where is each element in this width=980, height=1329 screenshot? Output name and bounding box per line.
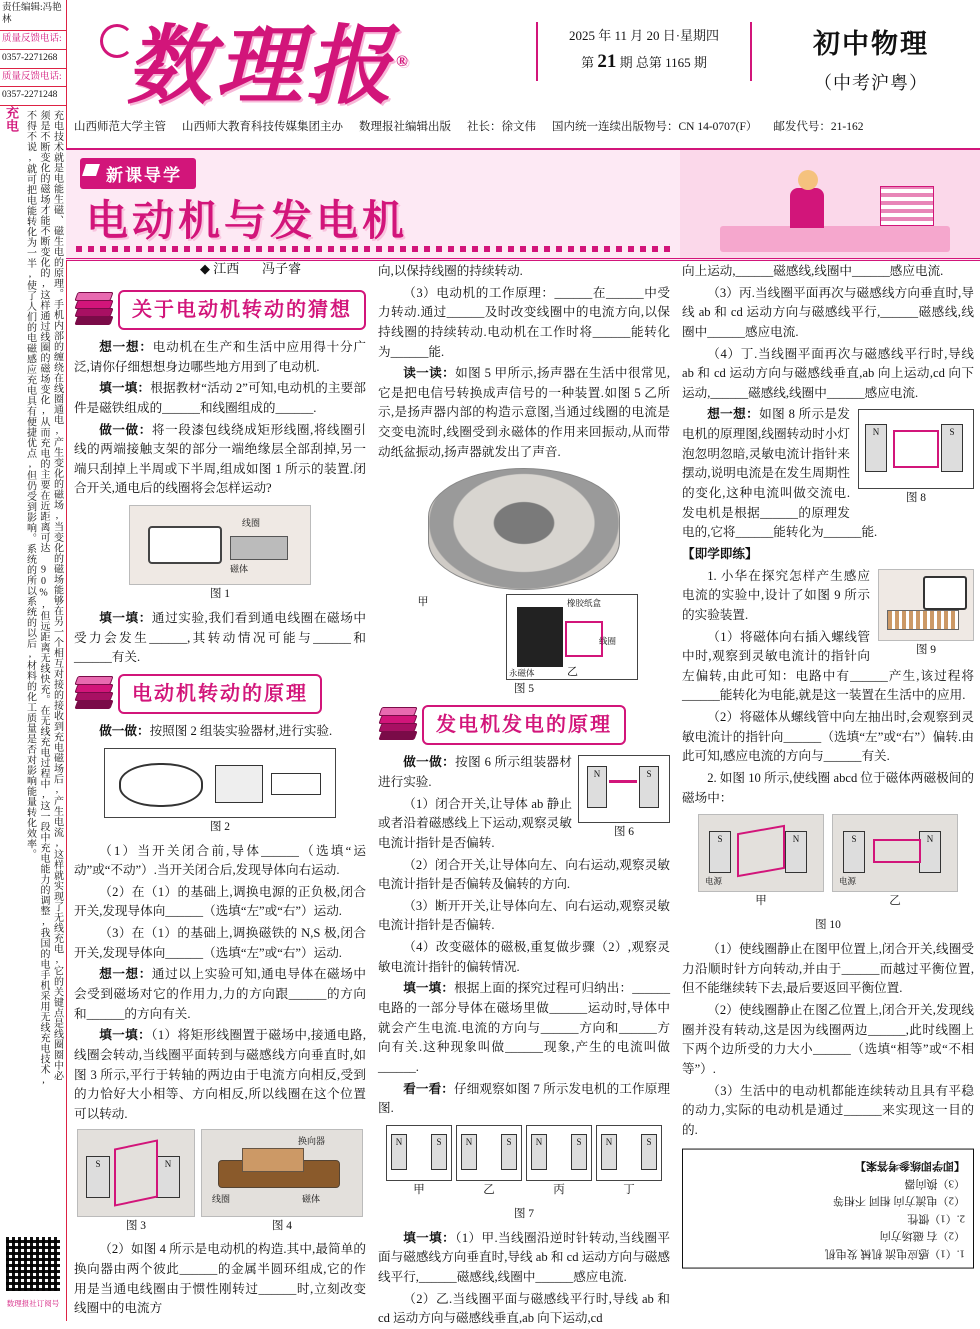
c3-p2: （3）丙.当线圈平面再次与磁感线方向垂直时,导线 ab 和 cd 运动方向与磁感线平行,______磁感线,线圈中______感应电流. (682, 285, 974, 339)
figure-9 (878, 569, 974, 665)
c1-p2-text: 根据教材“活动 2”可知,电动机的主要部件是磁铁组成的______和线圈组成的______. (74, 381, 366, 415)
books-icon (76, 676, 112, 710)
c1-p4-lead: 填一填： (99, 611, 152, 626)
figure-5-label-a: 甲 (417, 596, 429, 609)
figure-4-image: 线圈 磁体 换向器 (201, 1129, 363, 1217)
answer-line-2: 2.（1）惯性 (907, 1211, 965, 1224)
c2-p3-lead: 读一读： (403, 366, 456, 381)
banner-tag: 新课导学 (80, 158, 196, 189)
c2-p11-text: （1）甲.当线圈沿逆时针转动,当线圈平面与磁感线方向垂直时,导线 ab 和 cd 运动方向与磁感线平行,______磁感线,线圈中______感应电流. (378, 1230, 671, 1285)
figure-1-caption: 图 1 (209, 588, 231, 601)
c2-p10-text: 仔细观察如图 7 所示发电机的工作原理图. (378, 1081, 671, 1116)
qr-caption: 数理报社订阅号 (6, 1299, 60, 1308)
answer-line-3: （2）电流方向 相同 不相等 (833, 1194, 965, 1207)
c2-p8: （4）改变磁体的磁极,重复做步骤（2）,观察灵敏电流计指针的偏转情况. (378, 940, 670, 974)
c1-p4 (74, 609, 366, 668)
figure-7-label-1: 乙 (483, 1183, 495, 1196)
section-title-2: 电动机转动的原理 (118, 674, 322, 714)
byline-region: ◆ 江西 (200, 261, 240, 276)
figure-1 (74, 505, 366, 604)
figure-2-diagram (104, 748, 336, 818)
c1-p2 (74, 379, 366, 418)
c1-p3-text: 将一段漆包线绕成矩形线圈,将线圈引线的两端接触支架的部分一端绝缘层全部刮掉,另一端只刮掉上半周或下半周,组成如图 1 所示的装置.闭合开关,通电后的线圈将会怎样运动? (74, 422, 366, 496)
c1-p9-text: 通过以上实验可知,通电导体在磁场中会受到磁场对它的作用力,力的方向跟______的方向和______的方向有关. (74, 967, 366, 1021)
figure-5 (378, 468, 670, 699)
c1-p1-text: 电动机在生产和生活中应用得十分广泛,请你仔细想想身边哪些地方用到了电动机. (74, 340, 367, 374)
c2-p11 (378, 1229, 670, 1288)
answers-box (682, 1149, 974, 1269)
figure-7-label-0: 甲 (413, 1183, 425, 1196)
c2-p6: （2）闭合开关,让导体向左、向右运动,观察灵敏电流计指针是否偏转及偏转的方向. (378, 857, 670, 892)
c1-p7: （2）在（1）的基础上,调换电源的正负极,闭合开关,发现导体向______（选填“左”或“右”）运动. (74, 884, 366, 919)
quality-phone-2: 0357-2271248 (0, 87, 66, 106)
subject-subtitle: （中考沪粤） (814, 73, 928, 93)
figure-5-note-1: 橡胶纸盒 (567, 598, 602, 609)
editor-info: 责任编辑:冯艳林 (0, 0, 66, 31)
issue-prefix: 第 (581, 54, 595, 70)
c3-q2: 2. 如图 10 所示,使线圈 abcd 位于磁体两磁极间的磁场中： (682, 771, 974, 805)
imprint-2: 数理报社编辑出版 (359, 121, 451, 133)
article-banner (66, 150, 980, 261)
figure-10-image-a: S N 电源 (698, 814, 824, 892)
c1-p9-lead: 想一想： (99, 967, 152, 982)
c3-q2b: （2）使线圈静止在图乙位置上,闭合开关,发现线圈并没有转动,这是因为线圈两边______,此时线圈上下两个边所受的力大小______（选填“相等”或“不相等”）. (682, 1003, 974, 1077)
section-header-2 (74, 674, 366, 716)
c1-p5-text: 按照图 2 组装实验器材,进行实验. (149, 723, 333, 738)
answer-line-1: （2）右 磁场方向 (879, 1229, 965, 1242)
c3-q1b: （2）将磁体从螺线管中向左抽出时,会观察到灵敏电流计的指针向______（选填“左”或“右”）偏转.由此可知,感应电流的方向与______有关. (682, 710, 974, 764)
figure-5-caption: 图 5 (513, 683, 535, 696)
issue-total: 期 总第 1165 期 (619, 54, 707, 70)
figure-10-image-b: S N 电源 (832, 814, 958, 892)
imprint-4: 国内统一连续出版物号：CN 14-0707(F） (552, 121, 758, 133)
c2-p3-text: 如图 5 甲所示,扬声器在生活中很常见,它是把电信号转换成声信号的一种装置.如图 5 乙所示,是扬声器内部的构造示意图,当通过线圈的电流是交变电流时,线圈受到永磁体的作用来回振动,从而带动纸盆振动,扬声器就发出了声音. (378, 366, 671, 459)
c2-p11-lead: 填一填： (403, 1230, 456, 1245)
imprint-3: 社长：徐文伟 (467, 121, 536, 133)
masthead (66, 0, 980, 150)
article-columns (74, 262, 974, 1326)
figure-7: N S 甲 N S 乙 N S 丙 N S 丁 图 7 (378, 1125, 670, 1224)
figure-5-note-2: 永磁体 (509, 668, 535, 679)
c3-q1a: （1）将磁体向右插入螺线管中时,观察到灵敏电流计的指针向左偏转,由此可知：电路中有______产生,该过程将______能转化为电能,就是这一装置在生活中的应用. (682, 629, 974, 703)
registered-mark: ® (396, 53, 408, 70)
c1-p3-lead: 做一做： (99, 422, 152, 437)
figure-3 (77, 1129, 195, 1241)
figure-2 (74, 748, 366, 837)
answers-title: 【即学即练参考答案】 (855, 1159, 965, 1172)
quality-phone-1-label: 质量反馈电话: (0, 31, 66, 50)
c1-p8: （3）在（1）的基础上,调换磁铁的 N,S 极,闭合开关,发现导体向______（选填“左”或“右”）运动. (74, 926, 366, 960)
figure-6-diagram: N S (578, 755, 670, 823)
section-title-1: 关于电动机转动的猜想 (118, 290, 366, 330)
c3-q2a: （1）使线圈静止在图甲位置上,闭合开关,线圈受力沿顺时针方向转动,并由于______而越过平衡位置,但不能继续转下去,最后要返回平衡位置. (682, 942, 974, 996)
c2-p1: 向,以保持线圈的持续转动. (378, 264, 523, 278)
byline-author: 冯子睿 (262, 261, 302, 276)
issue-date: 2025 年 11 月 20 日·星期四 (568, 28, 720, 43)
subject-block (766, 22, 976, 95)
sidebar-article-body: 充电技术就是电能生磁、磁生电的原理。手机内部的缠绕在线圈通电,产生变化的磁场,当变化的磁场能够在另一个相互对接的接收到充电磁场后,产生电流,这样就实现了无线充电,它的关键点是线圈圈中必须是不断变化的磁场才能不断变化的,这样通过线圈的磁场变化,从而充电的主要在近距离可达 90%,但远距离无线快充。在无线充电过程中,这一段中充电能力的调整,我国的电手机采用无线充电技术,不得不说,就可把电能转化为一半,使了人们的电磁感应充电具有便捷优点,但仍受到影响。系统的所以系统的以后,材料的化工质量是否对影响能量转化效率。 (24, 110, 63, 1087)
logo-text: 数理报 (126, 18, 396, 115)
figure-9-image (878, 569, 974, 641)
banner-illustration (680, 150, 980, 258)
figure-8 (858, 409, 974, 513)
c2-p10-lead: 看一看： (403, 1081, 455, 1096)
figure-10-note-a: 电源 (705, 876, 723, 887)
figure-8-diagram: N S (858, 409, 974, 489)
c2-p4-text: 按图 6 所示组装器材进行实验. (378, 755, 573, 789)
c1-p5-lead: 做一做： (99, 723, 150, 738)
answer-line-0: 1.（1）感应电流 机械 发电机 (824, 1247, 965, 1260)
c2-p10 (378, 1080, 670, 1119)
answer-line-4: （3）换向器 (904, 1176, 965, 1189)
c2-p7: （3）断开开关,让导体向左、向右运动,观察灵敏电流计指针是否偏转. (378, 898, 670, 933)
figure-6 (578, 755, 670, 847)
banner-title: 电动机与发电机 (86, 199, 409, 245)
c3-p4-lead: 想一想： (707, 407, 760, 422)
c2-p9-text: 根据上面的探究过程可归纳出：______电路的一部分导体在磁场里做______运动时,导体中就会产生电流.电流的方向与______方向和______方向有关.这种现象叫做______现象,产生的电流叫做______. (378, 981, 671, 1074)
c2-p9-lead: 填一填： (403, 981, 455, 996)
c2-p9 (378, 979, 670, 1077)
c3-q2c: （3）生活中的电动机都能连续转动且具有平稳的动力,实际的电动机是通过______来实现这一目的的. (682, 1083, 974, 1137)
subject-title: 初中物理 (813, 29, 929, 59)
c2-p4-lead: 做一做： (403, 755, 456, 770)
figure-4-caption: 图 4 (271, 1219, 293, 1232)
figure-1-image: 线圈 磁体 (129, 505, 311, 585)
figure-10 (682, 814, 974, 935)
section-title-3: 发电机发电的原理 (422, 705, 626, 745)
figure-7-label-3: 丁 (623, 1183, 635, 1196)
c1-p6: （1）当开关闭合前,导体______（选填“运动”或“不动”）.当开关闭合后,发现导体向右运动. (74, 843, 366, 878)
c1-p9 (74, 965, 366, 1024)
books-icon (76, 292, 112, 326)
figure-10-note-b: 电源 (839, 876, 857, 887)
figure-3-caption: 图 3 (125, 1219, 147, 1232)
section-header-3 (378, 705, 670, 747)
qr-code-icon (4, 1235, 62, 1293)
c1-p10-text: （1）将矩形线圈置于磁场中,接通电路,线圈会转动,当线圈平面转到与磁感线方向垂直时,如图 3 所示,平行于转轴的两边由于电流方向相反,受到的力恰好大小相等、方向相反,所以线圈在这个位置可以转动. (74, 1028, 367, 1121)
column-3 (682, 262, 974, 1310)
c1-p1 (74, 338, 366, 377)
banner-divider (76, 246, 676, 252)
figure-9-caption: 图 9 (915, 643, 937, 656)
c1-p5 (74, 722, 366, 742)
left-sidebar (0, 0, 67, 1321)
figure-4 (201, 1129, 363, 1241)
imprint-1: 山西师大教育科技传媒集团主办 (182, 121, 343, 133)
quality-phone-2-label: 质量反馈电话: (0, 69, 66, 88)
imprint-0: 山西师范大学主管 (74, 121, 166, 133)
sidebar-article-title: 充电 (4, 106, 19, 133)
c3-p4-text: 如图 8 所示是发电机的原理图,线圈转动时小灯泡忽明忽暗,灵敏电流计指针来摆动,说明电流是在发生周期性的变化,这种电流叫做交流电.发电机是根据______的原理发电的,它将______能转化为______能. (682, 407, 878, 540)
figure-5-label-b: 乙 (567, 666, 578, 679)
c3-p3: （4）丁.当线圈平面再次与磁感线平行时,导线 ab 和 cd 运动方向与磁感线垂直,ab 向上运动,cd 向下运动,______磁感线,线圈中______感应电流. (682, 346, 974, 400)
column-1 (74, 262, 367, 1316)
figure-10-label-b: 乙 (889, 895, 901, 908)
imprint-5: 邮发代号：21-162 (773, 121, 864, 133)
c3-q1: 1. 小华在探究怎样产生感应电流的实验中,设计了如图 9 所示的实验装置. (682, 568, 870, 622)
c2-p3 (378, 364, 670, 462)
figure-10-caption: 图 10 (815, 919, 841, 932)
books-icon (380, 707, 416, 741)
figure-5-speaker-photo (428, 468, 620, 590)
figure-2-caption: 图 2 (209, 820, 231, 833)
figure-7-caption: 图 7 (513, 1207, 535, 1220)
paper-logo (126, 14, 456, 115)
c1-p3 (74, 421, 366, 500)
c3-p1: 向上运动,______磁感线,线圈中______感应电流. (682, 264, 944, 278)
figure-5-diagram (506, 594, 638, 680)
c1-p4-text: 通过实验,我们看到通电线圈在磁场中受力会发生______,其转动情况可能与______和______有关. (74, 611, 366, 665)
figure-7-label-2: 丙 (553, 1183, 565, 1196)
c2-p5: （1）闭合开关,让导体 ab 静止或者沿着磁感线上下运动,观察灵敏电流计指针是否偏转. (378, 796, 572, 850)
c1-p10 (74, 1026, 366, 1124)
c2-p12: （2）乙.当线圈平面与磁感线平行时,导线 ab 和 cd 运动方向与磁感线垂直,ab 向下运动,cd (378, 1291, 670, 1326)
exercise-title: 【即学即练】 (682, 546, 758, 561)
column-2 (378, 262, 671, 1326)
section-header-1 (74, 290, 366, 332)
c2-p2: （3）电动机的工作原理：______在______中受力转动.通过______及时改变线圈中的电流方向,以保持线圈的持续转动.电动机在工作时将______能转化为______能. (378, 285, 670, 359)
figure-6-caption: 图 6 (613, 826, 635, 839)
figure-3-image: S N (77, 1129, 195, 1217)
figure-10-label-a: 甲 (755, 895, 767, 908)
c1-p2-lead: 填一填： (99, 381, 151, 396)
imprint-line (74, 118, 974, 134)
figure-5-note-3: 线圈 (599, 636, 617, 647)
issue-date-box (536, 22, 752, 81)
figure-8-caption: 图 8 (905, 492, 927, 505)
c1-p10-lead: 填一填： (99, 1028, 152, 1043)
issue-number: 21 (597, 50, 617, 72)
c1-p11: （2）如图 4 所示是电动机的构造.其中,最简单的换向器由两个彼此______的金属半圆环组成,它的作用是当通电线圈由于惯性刚转过______时,立刻改变线圈中的电流方 (74, 1242, 366, 1316)
quality-phone-1: 0357-2271268 (0, 50, 66, 69)
c1-p1-lead: 想一想： (99, 340, 153, 354)
